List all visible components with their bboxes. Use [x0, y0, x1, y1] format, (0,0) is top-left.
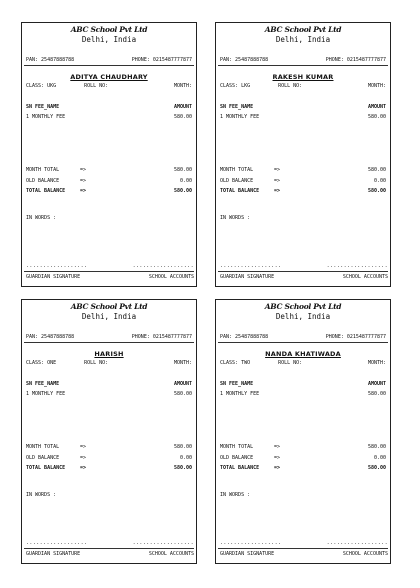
in-words-label: IN WORDS : — [220, 215, 251, 221]
old-balance-label: OLD BALANCE — [26, 455, 60, 461]
old-balance-value: 0.00 — [373, 178, 386, 184]
school-city: Delhi, India — [81, 35, 137, 44]
in-words-label: IN WORDS : — [220, 492, 251, 498]
guardian-signature-dots: .................. — [220, 540, 282, 546]
month-total-label: MONTH TOTAL — [26, 167, 60, 173]
old-balance-label: OLD BALANCE — [220, 178, 254, 184]
old-balance-row — [26, 455, 192, 461]
school-accounts-label: SCHOOL ACCOUNTS — [148, 551, 194, 557]
pan-phone-row — [220, 334, 386, 340]
month-total-row — [26, 167, 192, 173]
accounts-signature-dots: .................. — [326, 263, 388, 269]
total-balance-value: 580.00 — [367, 465, 386, 471]
guardian-signature-dots: .................. — [26, 263, 88, 269]
accounts-signature-dots: .................. — [132, 540, 194, 546]
fee-table-header — [220, 104, 386, 110]
month-total-label: MONTH TOTAL — [220, 167, 254, 173]
signature-row — [220, 274, 388, 280]
month-label: MONTH: — [367, 360, 386, 366]
old-balance-row — [220, 178, 386, 184]
school-accounts-label: SCHOOL ACCOUNTS — [342, 551, 388, 557]
guardian-signature-dots: .................. — [220, 263, 282, 269]
old-balance-label: OLD BALANCE — [220, 455, 254, 461]
class-row — [220, 360, 386, 366]
month-label: MONTH: — [173, 83, 192, 89]
divider — [218, 342, 388, 343]
phone-number: PHONE: 0215487777877 — [131, 57, 192, 63]
sn-fee-name-header: SN FEE_NAME — [26, 381, 60, 387]
fee-receipt-harish — [21, 299, 197, 564]
school-name: ABC School Pvt Ltd — [70, 302, 148, 311]
in-words-label: IN WORDS : — [26, 492, 57, 498]
month-total-label: MONTH TOTAL — [26, 444, 60, 450]
guardian-signature-label: GUARDIAN SIGNATURE — [26, 274, 81, 280]
month-total-value: 580.00 — [367, 167, 386, 173]
total-balance-row — [220, 188, 386, 194]
month-label: MONTH: — [173, 360, 192, 366]
arrow: => — [80, 178, 87, 184]
class-label: CLASS: LKG — [220, 83, 251, 89]
fee-amount: 580.00 — [367, 114, 386, 120]
fee-row — [26, 114, 192, 120]
student-name: RAKESH KUMAR — [272, 73, 334, 81]
pan-number: PAN: 25487888788 — [26, 57, 75, 63]
divider — [218, 65, 388, 66]
old-balance-value: 0.00 — [179, 178, 192, 184]
fee-amount: 580.00 — [173, 391, 192, 397]
old-balance-value: 0.00 — [373, 455, 386, 461]
fee-receipt-aditya — [21, 22, 197, 287]
fee-row — [220, 391, 386, 397]
roll-label: ROLL NO: — [84, 360, 109, 366]
divider — [24, 342, 194, 343]
arrow: => — [80, 167, 87, 173]
fee-table-header — [220, 381, 386, 387]
school-city: Delhi, India — [275, 35, 331, 44]
class-row — [220, 83, 386, 89]
student-name: HARISH — [94, 350, 124, 358]
class-label: CLASS: UKG — [26, 83, 57, 89]
sn-fee-name-header: SN FEE_NAME — [220, 104, 254, 110]
fee-name: 1 MONTHLY FEE — [220, 391, 260, 397]
pan-phone-row — [26, 57, 192, 63]
pan-number: PAN: 25487888788 — [220, 57, 269, 63]
fee-receipt-nanda — [215, 299, 391, 564]
phone-number: PHONE: 0215487777877 — [325, 334, 386, 340]
guardian-signature-label: GUARDIAN SIGNATURE — [220, 551, 275, 557]
month-total-row — [220, 167, 386, 173]
school-name: ABC School Pvt Ltd — [70, 25, 148, 34]
total-balance-value: 580.00 — [367, 188, 386, 194]
fee-row — [220, 114, 386, 120]
student-name: ADITYA CHAUDHARY — [70, 73, 148, 81]
total-balance-label: TOTAL BALANCE — [220, 465, 260, 471]
arrow: => — [80, 188, 87, 194]
school-city: Delhi, India — [81, 312, 137, 321]
accounts-signature-dots: .................. — [132, 263, 194, 269]
signature-divider — [24, 271, 194, 272]
amount-header: AMOUNT — [367, 381, 386, 387]
accounts-signature-dots: .................. — [326, 540, 388, 546]
signature-divider — [218, 271, 388, 272]
fee-name: 1 MONTHLY FEE — [26, 114, 66, 120]
old-balance-row — [26, 178, 192, 184]
pan-phone-row — [220, 57, 386, 63]
amount-header: AMOUNT — [173, 104, 192, 110]
school-accounts-label: SCHOOL ACCOUNTS — [342, 274, 388, 280]
old-balance-value: 0.00 — [179, 455, 192, 461]
arrow: => — [274, 465, 281, 471]
signature-row — [26, 551, 194, 557]
student-name: NANDA KHATIWADA — [265, 350, 341, 358]
school-city: Delhi, India — [275, 312, 331, 321]
phone-number: PHONE: 0215487777877 — [131, 334, 192, 340]
receipt-body — [22, 300, 196, 563]
signature-divider — [24, 548, 194, 549]
class-label: CLASS: TWO — [220, 360, 251, 366]
pan-number: PAN: 25487888788 — [26, 334, 75, 340]
arrow: => — [80, 465, 87, 471]
month-total-row — [220, 444, 386, 450]
arrow: => — [274, 188, 281, 194]
total-balance-value: 580.00 — [173, 188, 192, 194]
total-balance-label: TOTAL BALANCE — [26, 465, 66, 471]
pan-number: PAN: 25487888788 — [220, 334, 269, 340]
fee-amount: 580.00 — [173, 114, 192, 120]
roll-label: ROLL NO: — [278, 360, 303, 366]
in-words-label: IN WORDS : — [26, 215, 57, 221]
signature-row — [26, 274, 194, 280]
total-balance-row — [26, 465, 192, 471]
guardian-signature-dots: .................. — [26, 540, 88, 546]
guardian-signature-label: GUARDIAN SIGNATURE — [26, 551, 81, 557]
amount-header: AMOUNT — [367, 104, 386, 110]
signature-divider — [218, 548, 388, 549]
roll-label: ROLL NO: — [278, 83, 303, 89]
fee-row — [26, 391, 192, 397]
pan-phone-row — [26, 334, 192, 340]
arrow: => — [274, 455, 281, 461]
phone-number: PHONE: 0215487777877 — [325, 57, 386, 63]
class-row — [26, 83, 192, 89]
fee-receipt-rakesh — [215, 22, 391, 287]
receipt-body — [216, 300, 390, 563]
month-total-label: MONTH TOTAL — [220, 444, 254, 450]
total-balance-label: TOTAL BALANCE — [26, 188, 66, 194]
class-row — [26, 360, 192, 366]
receipt-body — [216, 23, 390, 286]
sn-fee-name-header: SN FEE_NAME — [26, 104, 60, 110]
divider — [24, 65, 194, 66]
receipt-body — [22, 23, 196, 286]
guardian-signature-label: GUARDIAN SIGNATURE — [220, 274, 275, 280]
fee-name: 1 MONTHLY FEE — [26, 391, 66, 397]
old-balance-label: OLD BALANCE — [26, 178, 60, 184]
total-balance-label: TOTAL BALANCE — [220, 188, 260, 194]
month-label: MONTH: — [367, 83, 386, 89]
month-total-row — [26, 444, 192, 450]
total-balance-row — [220, 465, 386, 471]
arrow: => — [274, 178, 281, 184]
fee-name: 1 MONTHLY FEE — [220, 114, 260, 120]
fee-table-header — [26, 381, 192, 387]
signature-row — [220, 551, 388, 557]
amount-header: AMOUNT — [173, 381, 192, 387]
sn-fee-name-header: SN FEE_NAME — [220, 381, 254, 387]
arrow: => — [80, 444, 87, 450]
arrow: => — [80, 455, 87, 461]
school-name: ABC School Pvt Ltd — [264, 25, 342, 34]
fee-amount: 580.00 — [367, 391, 386, 397]
school-accounts-label: SCHOOL ACCOUNTS — [148, 274, 194, 280]
month-total-value: 580.00 — [367, 444, 386, 450]
school-name: ABC School Pvt Ltd — [264, 302, 342, 311]
fee-table-header — [26, 104, 192, 110]
total-balance-value: 580.00 — [173, 465, 192, 471]
class-label: CLASS: ONE — [26, 360, 57, 366]
arrow: => — [274, 167, 281, 173]
old-balance-row — [220, 455, 386, 461]
total-balance-row — [26, 188, 192, 194]
month-total-value: 580.00 — [173, 444, 192, 450]
arrow: => — [274, 444, 281, 450]
month-total-value: 580.00 — [173, 167, 192, 173]
roll-label: ROLL NO: — [84, 83, 109, 89]
